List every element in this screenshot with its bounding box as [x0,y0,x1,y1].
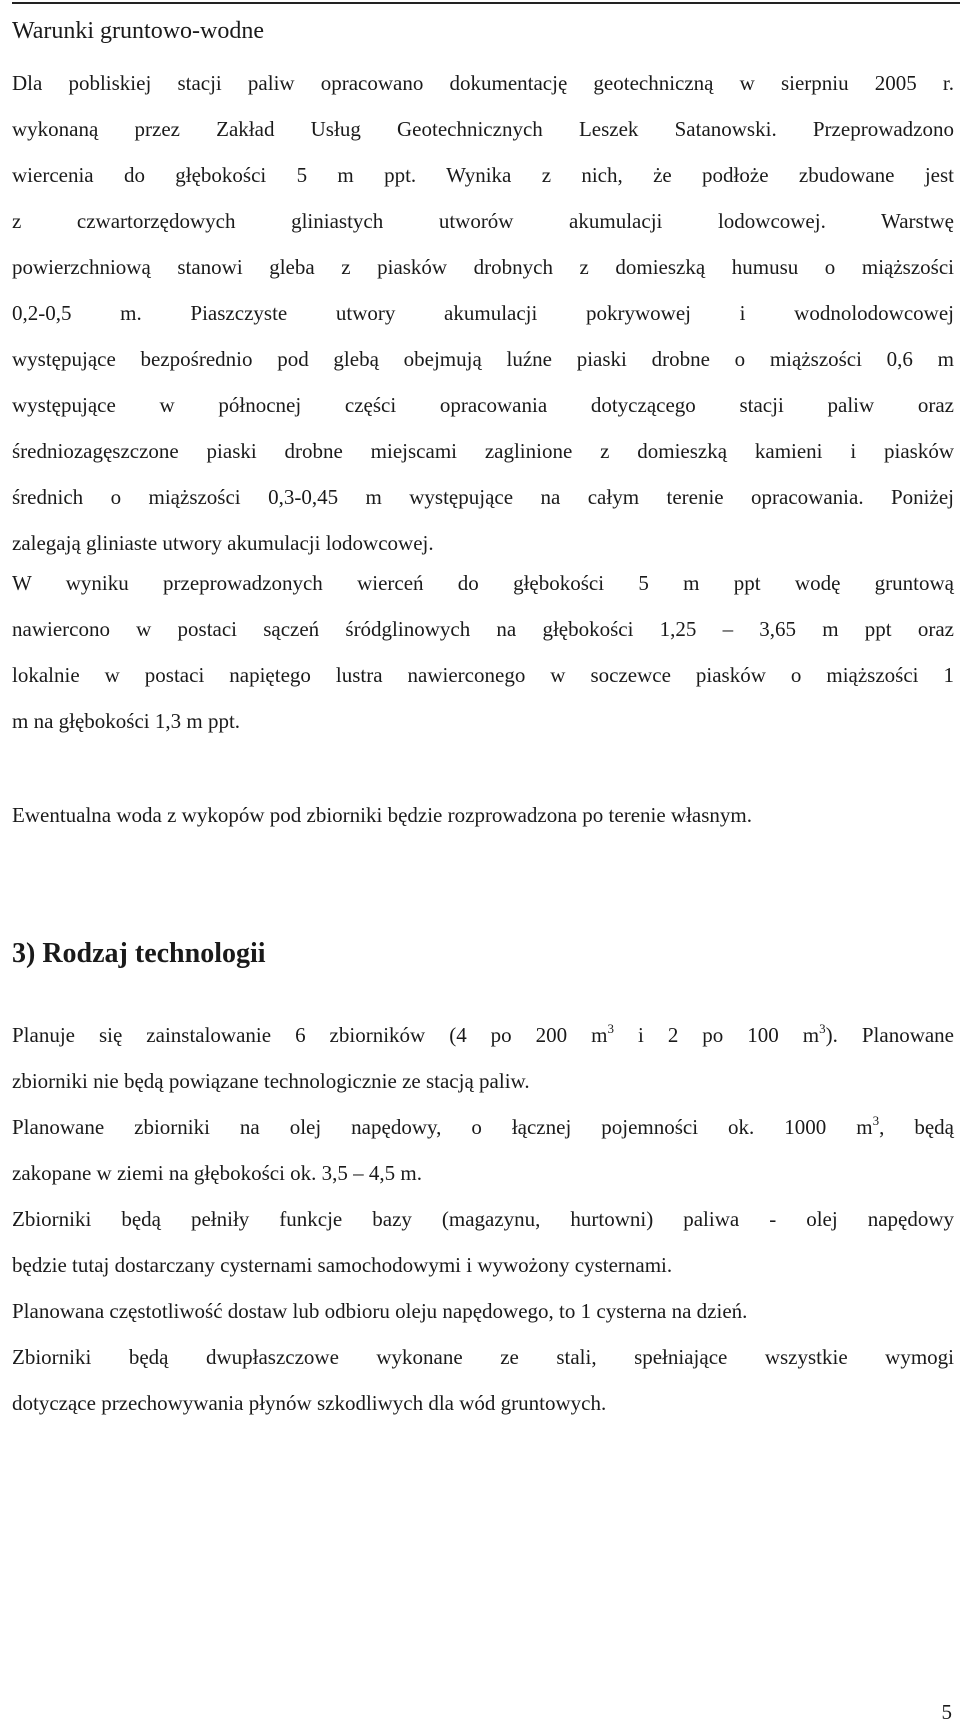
text-line: zalegają gliniaste utwory akumulacji lodowcowej. [12,531,434,555]
text-fragment: Planuje się zainstalowanie 6 zbiorników (4 po 200 m [12,1023,608,1047]
text-fragment: Planowane zbiorniki na olej napędowy, o łącznej pojemności ok. 1000 m [12,1115,873,1139]
paragraph-groundwater [12,570,954,754]
text-line: występujące bezpośrednio pod glebą obejmują luźne piaski drobne o miąższości 0,6 m [12,347,954,371]
text-line: zakopane w ziemi na głębokości ok. 3,5 – 4,5 m. [12,1161,422,1185]
text-line: lokalnie w postaci napiętego lustra nawierconego w soczewce piasków o miąższości 1 [12,663,954,687]
text-line: będzie tutaj dostarczany cysternami samochodowymi i wywożony cysternami. [12,1253,673,1277]
text-line [12,1022,954,1068]
superscript: 3 [819,1021,826,1036]
paragraph-geology [12,70,954,576]
text-fragment: ). Planowane [825,1023,954,1047]
section-title: Warunki gruntowo-wodne [12,18,265,44]
text-line: Dla pobliskiej stacji paliw opracowano dokumentację geotechniczną w sierpniu 2005 r. [12,71,954,95]
text-line: występujące w północnej części opracowania dotyczącego stacji paliw oraz [12,393,954,417]
text-line: średniozagęszczone piaski drobne miejscami zaglinione z domieszką kamieni i piasków [12,439,954,463]
superscript: 3 [607,1021,614,1036]
text-line: średnich o miąższości 0,3-0,45 m występujące na całym terenie opracowania. Poniżej [12,485,954,509]
text-line: dotyczące przechowywania płynów szkodliwych dla wód gruntowych. [12,1391,607,1415]
text-line: zbiorniki nie będą powiązane technologicznie ze stacją paliw. [12,1069,530,1093]
text-line: Planowana częstotliwość dostaw lub odbioru oleju napędowego, to 1 cysterna na dzień. [12,1299,748,1323]
text-line: Zbiorniki będą dwupłaszczowe wykonane ze stali, spełniające wszystkie wymogi [12,1345,954,1369]
text-line: Ewentualna woda z wykopów pod zbiorniki będzie rozprowadzona po terenie własnym. [12,803,753,827]
text-line: nawiercono w postaci sączeń śródglinowych na głębokości 1,25 – 3,65 m ppt oraz [12,617,954,641]
text-fragment: , będą [879,1115,954,1139]
text-line: wykonaną przez Zakład Usług Geotechnicznych Leszek Satanowski. Przeprowadzono [12,117,954,141]
text-line [12,1114,954,1160]
paragraph-technology [12,1022,954,1436]
section-heading-technology: 3) Rodzaj technologii [12,938,266,969]
text-line: 0,2-0,5 m. Piaszczyste utwory akumulacji pokrywowej i wodnolodowcowej [12,301,954,325]
page-number: 5 [941,1700,952,1724]
text-line: Zbiorniki będą pełniły funkcje bazy (magazynu, hurtowni) paliwa - olej napędowy [12,1207,954,1231]
text-line: z czwartorzędowych gliniastych utworów akumulacji lodowcowej. Warstwę [12,209,954,233]
text-line: m na głębokości 1,3 m ppt. [12,709,241,733]
text-line: W wyniku przeprowadzonych wierceń do głębokości 5 m ppt wodę gruntową [12,571,954,595]
text-fragment: i 2 po 100 m [614,1023,820,1047]
superscript: 3 [872,1113,880,1128]
text-line: powierzchniową stanowi gleba z piasków drobnych z domieszką humusu o miąższości [12,255,954,279]
text-line: wiercenia do głębokości 5 m ppt. Wynika z nich, że podłoże zbudowane jest [12,163,954,187]
paragraph-excavation-water [12,802,954,828]
top-rule [12,2,960,4]
